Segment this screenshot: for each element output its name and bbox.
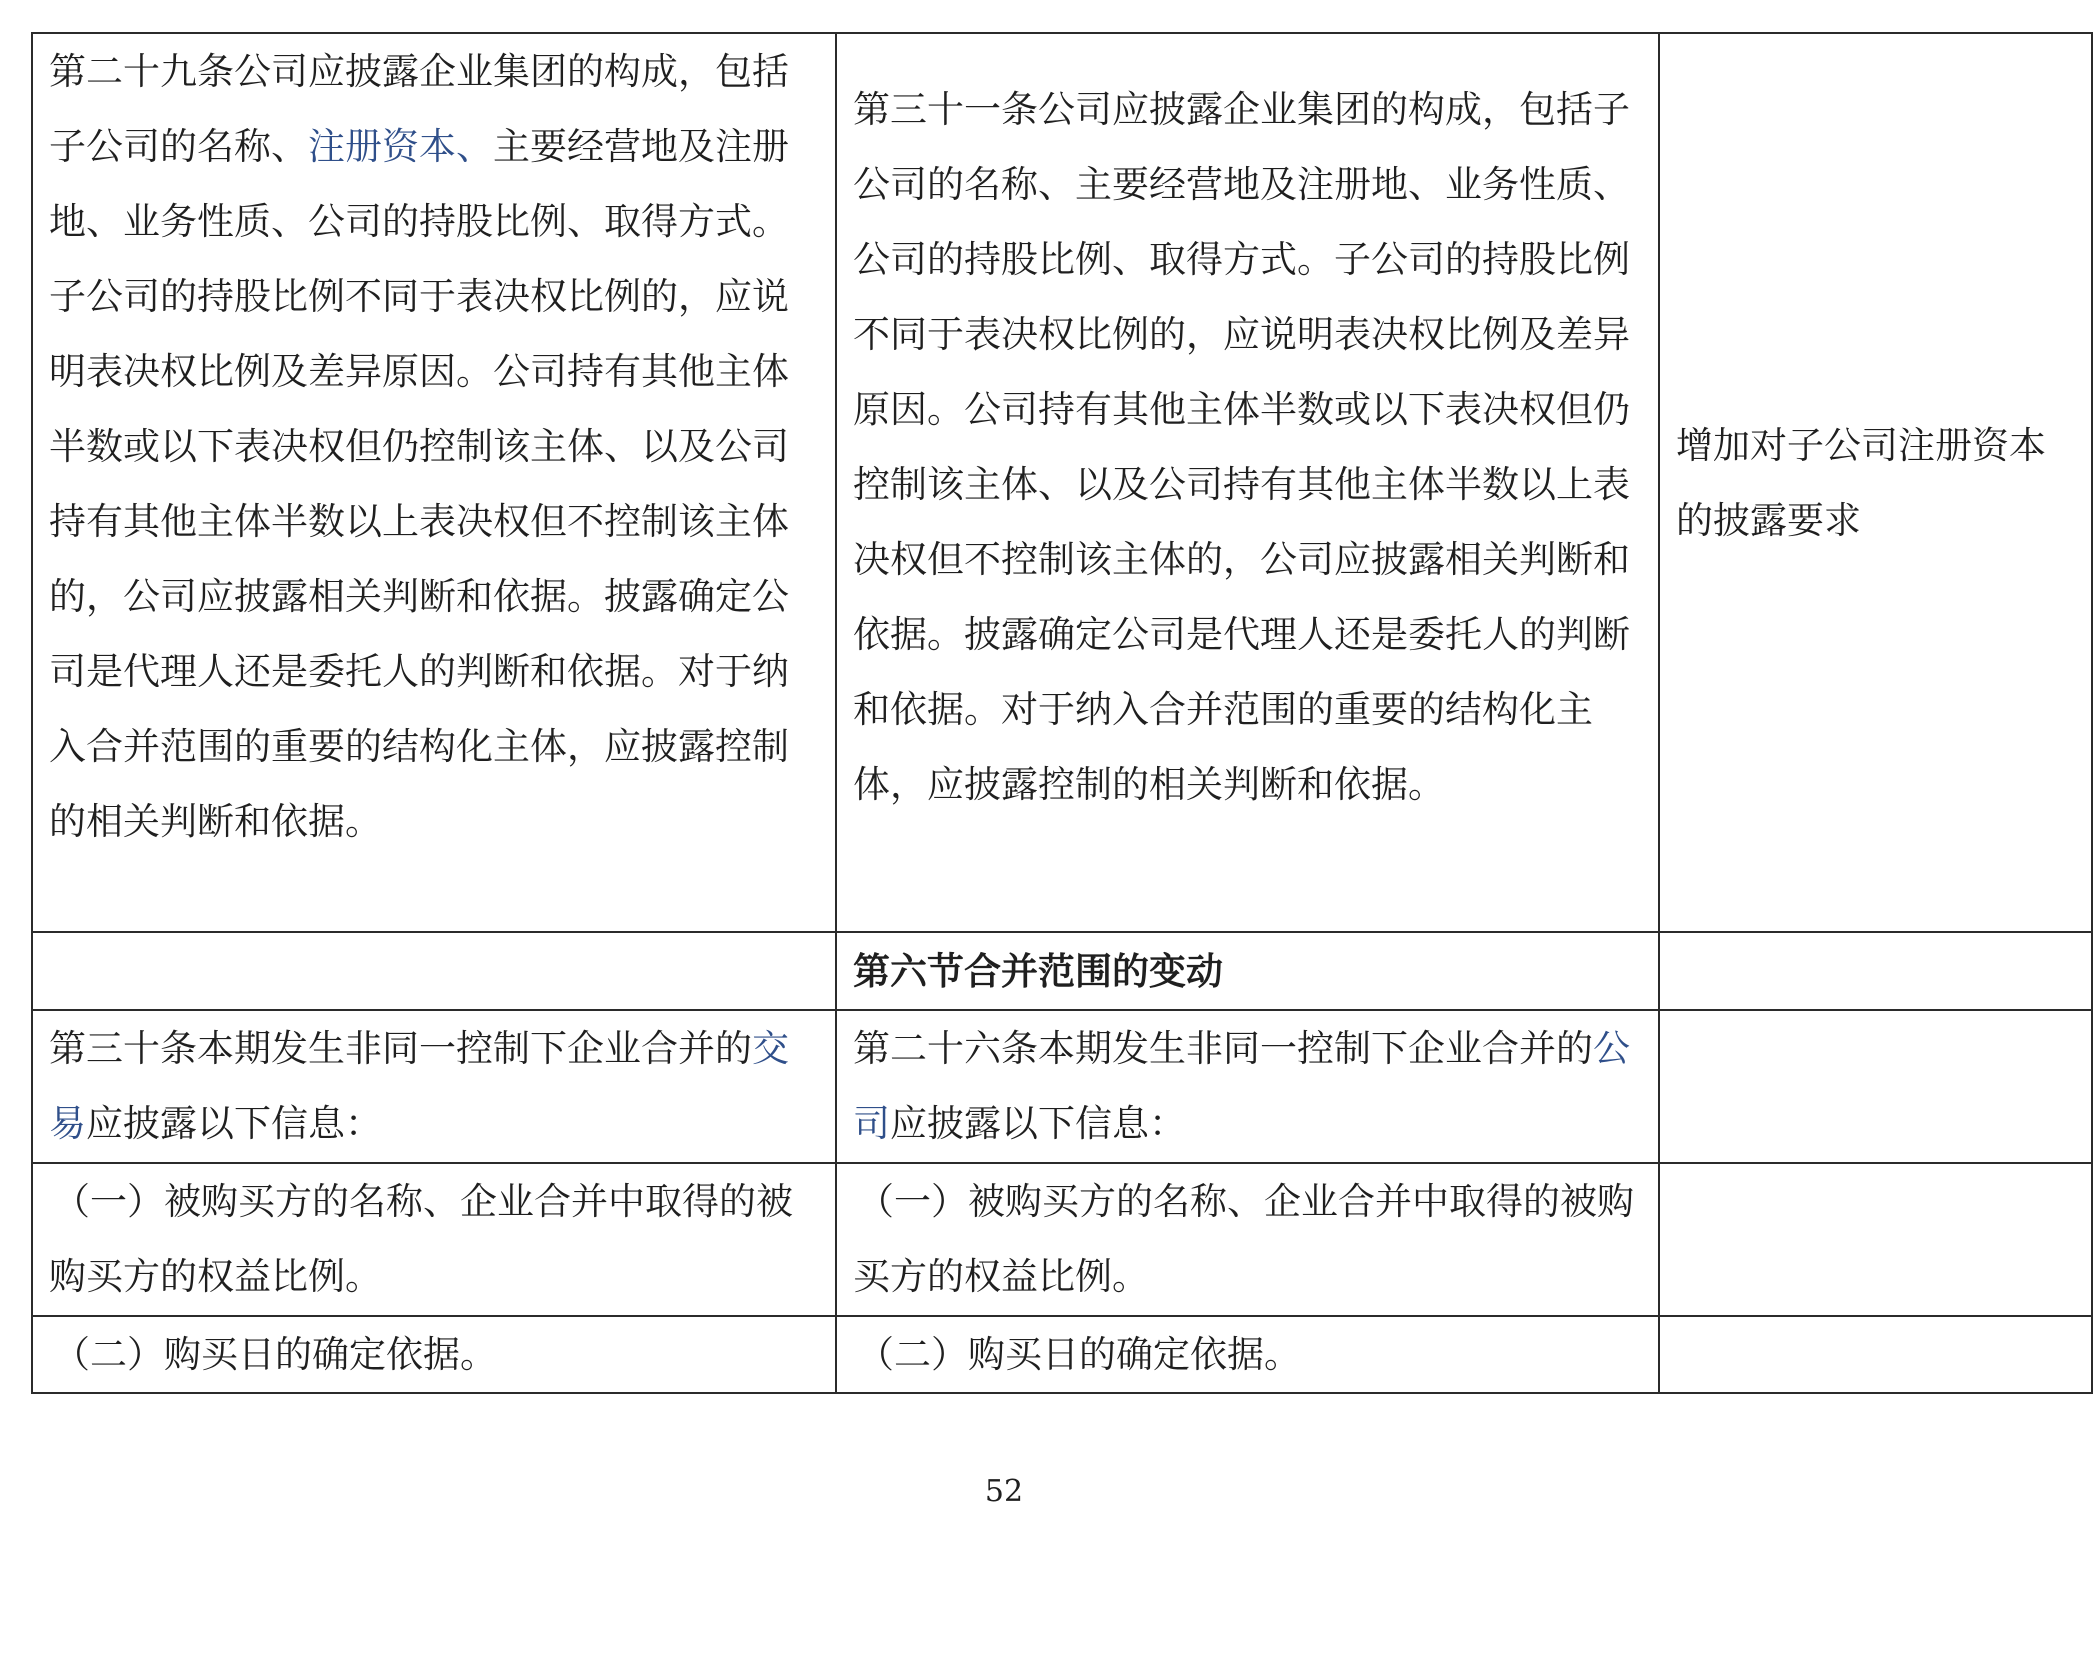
section-title: 第六节合并范围的变动 bbox=[853, 949, 1223, 993]
old-article-highlight: 交易 bbox=[49, 1027, 789, 1145]
old-provision-highlight: 注册资本、 bbox=[308, 125, 493, 168]
new-item-cell bbox=[836, 1163, 1659, 1316]
page-number: 52 bbox=[984, 1474, 1024, 1509]
old-item-cell bbox=[32, 1163, 836, 1316]
table-row bbox=[32, 1010, 2092, 1163]
new-article-suffix: 应披露以下信息： bbox=[890, 1102, 1186, 1145]
table-row bbox=[32, 33, 2092, 932]
empty-cell bbox=[32, 932, 836, 1010]
old-item-cell bbox=[32, 1316, 836, 1393]
new-provision-cell bbox=[836, 33, 1659, 932]
section-title-cell bbox=[836, 932, 1659, 1010]
change-note-cell bbox=[1659, 33, 2092, 932]
new-provision-text: 第三十一条公司应披露企业集团的构成，包括子公司的名称、主要经营地及注册地、业务性质、公司的持股比例、取得方式。子公司的持股比例不同于表决权比例的，应说明表决权比例及差异原因。公司持有其他主体半数或以下表决权但仍控制该主体、以及公司持有其他主体半数以上表决权但不控制该主体的，公司应披露相关判断和依据。披露确定公司是代理人还是委托人的判断和依据。对于纳入合并范围的重要的结构化主体，应披露控制的相关判断和依据。 bbox=[853, 88, 1630, 806]
new-item-text: （一）被购买方的名称、企业合并中取得的被购买方的权益比例。 bbox=[853, 1180, 1634, 1298]
old-item-text: （一）被购买方的名称、企业合并中取得的被购买方的权益比例。 bbox=[49, 1180, 793, 1298]
empty-cell bbox=[1659, 932, 2092, 1010]
empty-cell bbox=[1659, 1163, 2092, 1316]
change-note-text: 增加对子公司注册资本的披露要求 bbox=[1676, 423, 2046, 542]
new-item-cell bbox=[836, 1316, 1659, 1393]
old-provision-text-rest: 主要经营地及注册地、业务性质、公司的持股比例、取得方式。子公司的持股比例不同于表决权比例的，应说明表决权比例及差异原因。公司持有其他主体半数或以下表决权但仍控制该主体、以及公司持有其他主体半数以上表决权但不控制该主体的，公司应披露相关判断和依据。披露确定公司是代理人还是委托人的判断和依据。对于纳入合并范围的重要的结构化主体，应披露控制的相关判断和依据。 bbox=[49, 125, 789, 843]
table-row bbox=[32, 932, 2092, 1010]
empty-cell bbox=[1659, 1316, 2092, 1393]
new-article-highlight: 公司 bbox=[853, 1027, 1630, 1145]
empty-cell bbox=[1659, 1010, 2092, 1163]
old-item-text: （二）购买日的确定依据。 bbox=[53, 1333, 497, 1376]
comparison-table bbox=[31, 32, 2093, 1394]
new-article-cell bbox=[836, 1010, 1659, 1163]
old-article-cell bbox=[32, 1010, 836, 1163]
table-row bbox=[32, 1316, 2092, 1393]
old-provision-text: 第二十九条公司应披露企业集团的构成，包括子公司的名称、 bbox=[49, 50, 789, 168]
old-article-prefix: 第三十条本期发生非同一控制下企业合并的 bbox=[49, 1027, 752, 1070]
table-row bbox=[32, 1163, 2092, 1316]
new-article-prefix: 第二十六条本期发生非同一控制下企业合并的 bbox=[853, 1027, 1593, 1070]
old-article-suffix: 应披露以下信息： bbox=[86, 1102, 382, 1145]
new-item-text: （二）购买日的确定依据。 bbox=[857, 1333, 1301, 1376]
old-provision-cell bbox=[32, 33, 836, 932]
